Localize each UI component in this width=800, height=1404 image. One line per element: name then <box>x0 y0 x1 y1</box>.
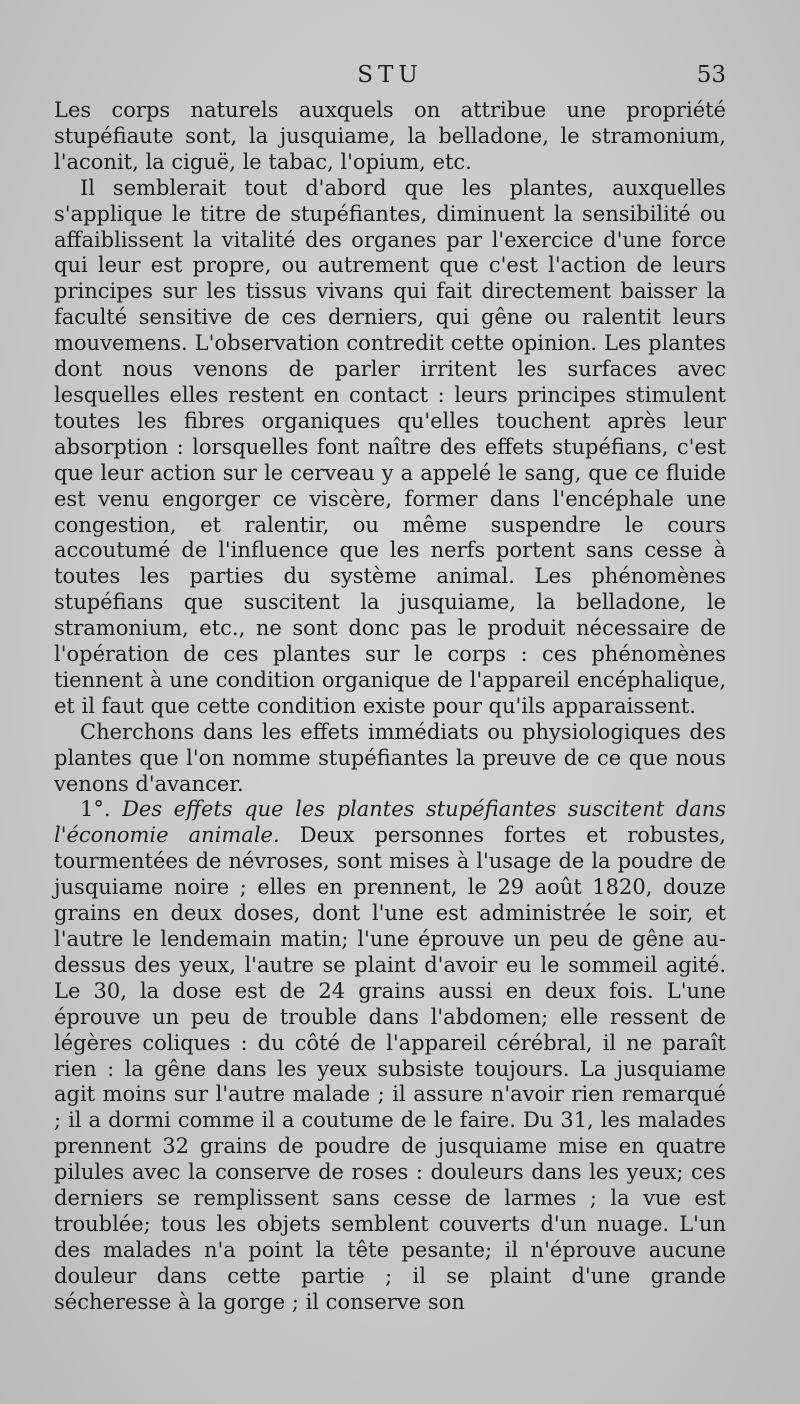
paragraph-1: Les corps naturels auxquels on attribue une propriété stupéfiaute sont, la jusquiame, la belladone, le stramonium, l'aconit, la ciguë, le tabac, l'opium, etc. <box>54 98 726 174</box>
section-text: Deux personnes fortes et robustes, tourmentées de névroses, sont mises à l'usage de la poudre de jusquiame noire ; elles en prennent, le 29 août 1820, douze grains en deux doses, dont l'une est administrée le soir, et l'autre le lendemain matin; l'une éprouve un peu de gêne au-dessus des yeux, l'autre se plaint d'avoir eu le sommeil agité. Le 30, la dose est de 24 grains aussi en deux fois. L'une éprouve un peu de trouble dans l'abdomen; elle ressent de légères coliques : du côté de l'appareil cérébral, il ne paraît rien : la gêne dans les yeux subsiste toujours. La jusquiame agit moins sur l'autre malade ; il assure n'avoir rien remarqué ; il a dormi comme il a coutume de le faire. Du 31, les malades prennent 32 grains de poudre de jusquiame mise en quatre pilules avec la conserve de roses : douleurs dans les yeux; ces derniers se remplissent sans cesse de larmes ; la vue est troublée; tous les objets semblent couverts d'un nuage. L'un des malades n'a point la tête pesante; il n'éprouve aucune douleur dans cette partie ; il se plaint d'une grande sécheresse à la gorge ; il conserve son <box>54 823 726 1314</box>
section-heading: Des effets que les plantes stupéfiantes suscitent dans l'économie animale. <box>54 797 726 848</box>
body-text <box>54 98 726 1316</box>
running-head: STU <box>357 62 423 88</box>
section-number: 1°. <box>80 797 111 822</box>
paragraph-2: Il semblerait tout d'abord que les plantes, auxquelles s'applique le titre de stupéfiantes, diminuent la sensibilité ou affaiblissent la vitalité des organes par l'exercice d'une force qui leur est propre, ou autrement que c'est l'action de leurs principes sur les tissus vivans qui fait directement baisser la faculté sensitive de ces derniers, qui gêne ou ralentit leurs mouvemens. L'observation contredit cette opinion. Les plantes dont nous venons de parler irritent les surfaces avec lesquelles elles restent en contact : leurs principes stimulent toutes les fibres organiques qu'elles touchent après leur absorption : lorsquelles font naître des effets stupéfians, c'est que leur action sur le cerveau y a appelé le sang, que ce fluide est venu engorger ce viscère, former dans l'encéphale une congestion, et ralentir, ou même suspendre le cours accoutumé de l'influence que les nerfs portent sans cesse à toutes les parties du système animal. Les phénomènes stupéfians que suscitent la jusquiame, la belladone, le stramonium, etc., ne sont donc pas le produit nécessaire de l'opération de ces plantes sur le corps : ces phénomènes tiennent à une condition organique de l'appareil encéphalique, et il faut que cette condition existe pour qu'ils apparaissent. <box>54 175 726 718</box>
page-header <box>54 62 726 96</box>
paragraph-3: Cherchons dans les effets immédiats ou physiologiques des plantes que l'on nomme stupéfiantes la preuve de ce que nous venons d'avancer. <box>54 719 726 796</box>
page-number: 53 <box>696 62 726 88</box>
section-paragraph <box>54 797 726 1315</box>
